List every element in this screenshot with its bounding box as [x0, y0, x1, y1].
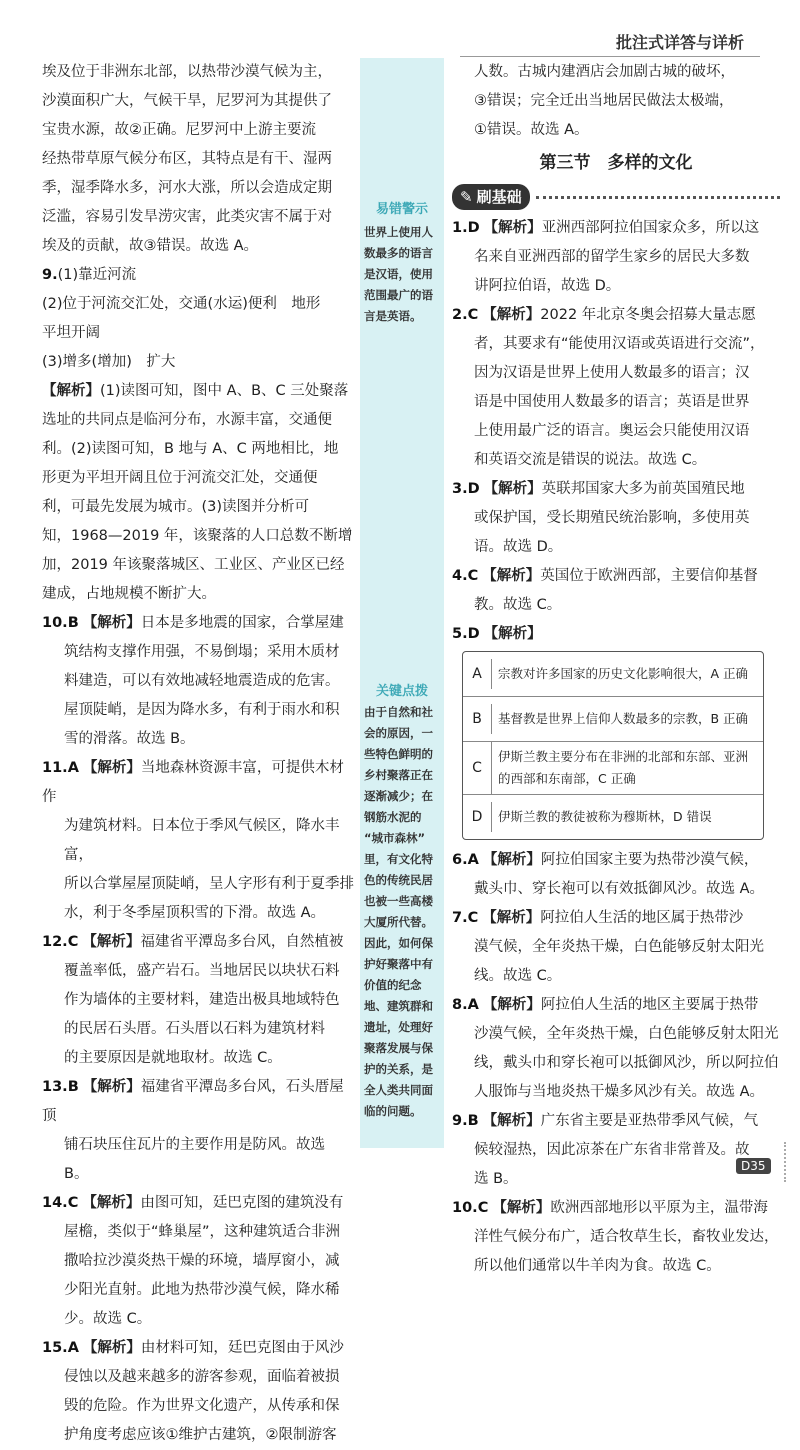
analysis-line: 侵蚀以及越来越多的游客参观，面临着被损 — [64, 1369, 340, 1385]
question-14: 14.C 【解析】由图可知，廷巴克图的建筑没有 — [42, 1195, 344, 1211]
analysis-line: 戴头巾、穿长袍可以有效抵御风沙。故选 A。 — [474, 881, 765, 897]
answer-letter: C — [67, 934, 79, 950]
analysis-line: 所以他们通常以牛羊肉为食。故选 C。 — [474, 1258, 721, 1274]
answer-letter: C — [467, 910, 479, 926]
question-4: 4.C 【解析】英国位于欧洲西部，主要信仰基督 — [452, 568, 758, 584]
corner-dots — [784, 1142, 786, 1182]
analysis-line: 和英语交流是错误的说法。故选 C。 — [474, 452, 707, 468]
right-column — [452, 58, 780, 1281]
answer-letter: B — [467, 1113, 479, 1129]
answer-letter: A — [467, 997, 479, 1013]
analysis-line: 撒哈拉沙漠炎热干燥的环境，墙厚窗小，减 — [64, 1253, 340, 1269]
analysis-line: 上使用最广泛的语言。奥运会只能使用汉语 — [474, 423, 750, 439]
option-row — [463, 741, 763, 794]
analysis-line: 讲阿拉伯语，故选 D。 — [474, 278, 621, 294]
answer-letter: A — [67, 1340, 79, 1356]
analysis-line: 知，1968—2019 年，该聚落的人口总数不断增 — [42, 528, 353, 544]
question-1: 1.D 【解析】亚洲西部阿拉伯国家众多，所以这 — [452, 220, 760, 236]
note-common-errors: 世界上使用人 数最多的语言 是汉语，使用 范围最广的语 言是英语。 — [364, 225, 433, 323]
text-line: 季，湿季降水多，河水大涨，所以会造成定期 — [42, 180, 332, 196]
analysis-line: 所以合掌屋屋顶陡峭，呈人字形有利于夏季排 — [64, 876, 354, 892]
page-header: 批注式详答与详析 — [616, 33, 745, 52]
answer-letter: D — [467, 626, 480, 642]
basics-badge: ✎ 刷基础 — [452, 184, 530, 210]
option-row — [463, 696, 763, 741]
analysis-line: 选 B。 — [474, 1171, 518, 1187]
header-rule — [460, 56, 760, 57]
left-column — [42, 58, 354, 1450]
text-line: 宝贵水源，故②正确。尼罗河中上游主要流 — [42, 122, 316, 138]
question-9 — [42, 261, 354, 290]
answer-line: 平坦开阔 — [42, 325, 100, 341]
question-10: 10.B 【解析】日本是多地震的国家，合掌屋建 — [42, 615, 344, 631]
text-line: ③错误；完全迁出当地居民做法太极端， — [474, 93, 734, 109]
answer-letter: A — [467, 852, 479, 868]
analysis-line: 少。故选 C。 — [64, 1311, 152, 1327]
analysis-line: 的民居石头厝。石头厝以石料为建筑材料 — [64, 1021, 325, 1037]
analysis-line: 洋性气候分布广，适合牧草生长，畜牧业发达， — [474, 1229, 779, 1245]
note-title-common-errors: 易错警示 — [375, 202, 428, 217]
answer-letter: B — [67, 1079, 79, 1095]
option-text: 宗教对许多国家的历史文化影响很大，A 正确 — [491, 659, 763, 689]
analysis-line: 形更为平坦开阔且位于河流交汇处，交通便 — [42, 470, 318, 486]
option-row — [463, 794, 763, 839]
option-text: 基督教是世界上信仰人数最多的宗教，B 正确 — [491, 704, 763, 734]
analysis-line: 屋顶陡峭，是因为降水多，有利于雨水和积 — [64, 702, 340, 718]
analysis-line: 筑结构支撑作用强，不易倒塌；采用木质材 — [64, 644, 340, 660]
question-9: 9.B 【解析】广东省主要是亚热带季风气候，气 — [452, 1113, 759, 1129]
text-line: 人数。古城内建酒店会加剧古城的破坏， — [474, 64, 735, 80]
analysis-line: 语是中国使用人数最多的语言；英语是世界 — [474, 394, 750, 410]
question-number: 9. — [42, 267, 58, 283]
answer-letter: C — [467, 307, 479, 323]
analysis-line: 为建筑材料。日本位于季风气候区，降水丰富， — [64, 818, 340, 863]
analysis-line: 线，戴头巾和穿长袍可以抵御风沙，所以阿拉伯 — [474, 1055, 779, 1071]
analysis-line: 料建造，可以有效地减轻地震造成的危害。 — [64, 673, 340, 689]
analysis-line: 建成，占地规模不断扩大。 — [42, 586, 216, 602]
question-5: 5.D 【解析】 — [452, 626, 542, 642]
question-6: 6.A 【解析】阿拉伯国家主要为热带沙漠气候， — [452, 852, 759, 868]
annotation-sidebar — [360, 58, 444, 1148]
text-line: 埃及的贡献，故③错误。故选 A。 — [42, 238, 259, 254]
analysis-line: 作为墙体的主要材料，建造出极具地域特色 — [64, 992, 340, 1008]
dotted-divider — [536, 196, 780, 199]
analysis-line: 线。故选 C。 — [474, 968, 562, 984]
analysis-line: 【解析】(1)读图可知，图中 A、B、C 三处聚落 — [42, 383, 349, 399]
note-key-points: 由于自然和社 会的原因，一 些特色鲜明的 乡村聚落正在 逐渐减少；在 钢筋水泥的 “城市森林” 里，有文化特 色的传统民居 也被一些高楼 大厦所代替。 因此，如何保 护好聚落中有 价值的纪念 地、建筑群和 遗址，处理好 聚落发展与保 护的关系，是 全人类共同面 临的问题。 — [364, 705, 433, 1118]
text-line: 经热带草原气候分布区，其特点是有干、湿两 — [42, 151, 332, 167]
analysis-line: 屋檐，类似于“蜂巢屋”，这种建筑适合非洲 — [64, 1224, 341, 1240]
analysis-line: 者，其要求有“能使用汉语或英语进行交流”， — [474, 336, 765, 352]
analysis-line: 铺石块压住瓦片的主要作用是防风。故选 B。 — [64, 1137, 325, 1182]
text-line: 埃及位于非洲东北部，以热带沙漠气候为主， — [42, 64, 332, 80]
pencil-icon: ✎ — [460, 188, 473, 206]
analysis-line: 沙漠气候，全年炎热干燥，白色能够反射太阳光 — [474, 1026, 779, 1042]
analysis-line: 语。故选 D。 — [474, 539, 563, 555]
answer-line: (1)靠近河流 — [57, 267, 137, 283]
basics-banner — [452, 184, 780, 210]
analysis-line: 加，2019 年该聚落城区、工业区、产业区已经 — [42, 557, 345, 573]
analysis-line: 人服饰与当地炎热干燥多风沙有关。故选 A。 — [474, 1084, 765, 1100]
answer-letter: C — [467, 568, 479, 584]
question-8: 8.A 【解析】阿拉伯人生活的地区主要属于热带 — [452, 997, 759, 1013]
analysis-line: 少阳光直射。此地为热带沙漠气候，降水稀 — [64, 1282, 340, 1298]
analysis-line: 因为汉语是世界上使用人数最多的语言；汉 — [474, 365, 750, 381]
question-7: 7.C 【解析】阿拉伯人生活的地区属于热带沙 — [452, 910, 744, 926]
option-row — [463, 652, 763, 696]
analysis-line: 或保护国，受长期殖民统治影响，多使用英 — [474, 510, 750, 526]
page-number: D35 — [736, 1158, 771, 1174]
question-11: 11.A 【解析】当地森林资源丰富，可提供木材作 — [42, 760, 344, 805]
option-letter: B — [472, 711, 482, 727]
analysis-line: 漠气候，全年炎热干燥，白色能够反射太阳光 — [474, 939, 764, 955]
answer-letter: C — [67, 1195, 79, 1211]
option-letter: A — [472, 666, 482, 682]
analysis-line: 选址的共同点是临河分布，水源丰富，交通便 — [42, 412, 332, 428]
section-title: 第三节 多样的文化 — [539, 153, 693, 173]
option-letter: D — [471, 809, 483, 825]
analysis-line: 候较湿热，因此凉茶在广东省非常普及。故 — [474, 1142, 750, 1158]
analysis-line: 名来自亚洲西部的留学生家乡的居民大多数 — [474, 249, 750, 265]
option-text: 伊斯兰教的教徒被称为穆斯林，D 错误 — [491, 802, 763, 832]
question-15: 15.A 【解析】由材料可知，廷巴克图由于风沙 — [42, 1340, 344, 1356]
answer-line: (3)增多(增加) 扩大 — [42, 354, 176, 370]
analysis-line: 雪的滑落。故选 B。 — [64, 731, 195, 747]
analysis-line: 利。(2)读图可知，B 地与 A、C 两地相比，地 — [42, 441, 339, 457]
option-letter: C — [472, 760, 482, 776]
answer-letter: D — [467, 481, 480, 497]
answer-letter: A — [67, 760, 79, 776]
analysis-line: 水，利于冬季屋顶积雪的下滑。故选 A。 — [64, 905, 326, 921]
text-line: ①错误。故选 A。 — [474, 122, 589, 138]
question-10: 10.C 【解析】欧洲西部地形以平原为主，温带海 — [452, 1200, 768, 1216]
analysis-line: 护角度考虑应该①维护古建筑，②限制游客 — [64, 1427, 337, 1443]
text-line: 沙漠面积广大，气候干旱，尼罗河为其提供了 — [42, 93, 332, 109]
question-12: 12.C 【解析】福建省平潭岛多台风，自然植被 — [42, 934, 344, 950]
note-title-key-points: 关键点拨 — [375, 684, 428, 699]
options-table — [462, 651, 764, 840]
analysis-line: 覆盖率低，盛产岩石。当地居民以块状石料 — [64, 963, 340, 979]
analysis-line: 毁的危险。作为世界文化遗产，从传承和保 — [64, 1398, 340, 1414]
answer-line: (2)位于河流交汇处，交通(水运)便利 地形 — [42, 296, 321, 312]
option-text: 伊斯兰教主要分布在非洲的北部和东部、亚洲的西部和东南部，C 正确 — [491, 742, 763, 794]
question-2: 2.C 【解析】2022 年北京冬奥会招募大量志愿 — [452, 307, 756, 323]
answer-letter: C — [477, 1200, 489, 1216]
question-3: 3.D 【解析】英联邦国家大多为前英国殖民地 — [452, 481, 745, 497]
question-13: 13.B 【解析】福建省平潭岛多台风，石头厝屋顶 — [42, 1079, 344, 1124]
analysis-tag: 【解析】 — [42, 383, 100, 399]
analysis-line: 教。故选 C。 — [474, 597, 562, 613]
answer-letter: B — [67, 615, 79, 631]
analysis-line: 利，可最先发展为城市。(3)读图并分析可 — [42, 499, 310, 515]
text-line: 泛滥，容易引发旱涝灾害，此类灾害不属于对 — [42, 209, 332, 225]
analysis-line: 的主要原因是就地取材。故选 C。 — [64, 1050, 282, 1066]
answer-letter: D — [467, 220, 480, 236]
